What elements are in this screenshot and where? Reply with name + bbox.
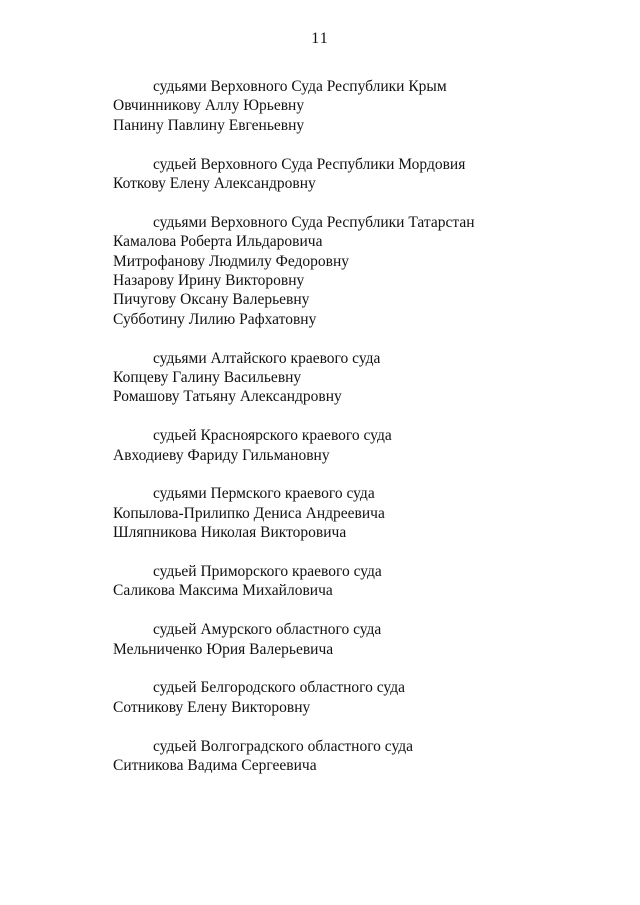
section-primorsky [113,562,613,601]
judge-name: Шляпникова Николая Викторовича [113,524,347,542]
judge-name: Камалова Роберта Ильдаровича [113,233,323,251]
section-heading: судьями Верховного Суда Республики Крым [153,78,447,95]
judge-name: Ромашову Татьяну Александровну [113,388,342,406]
judge-name: Саликова Максима Михайловича [113,582,333,600]
judge-name: Овчинникову Аллу Юрьевну [113,97,305,115]
section-amur [113,620,613,659]
judge-name: Назарову Ирину Викторовну [113,272,305,290]
section-heading: судьей Волгоградского областного суда [153,737,414,755]
section-krasnoyarsk [113,426,613,465]
section-heading: судьей Красноярского краевого суда [153,427,392,445]
judge-name: Митрофанову Людмилу Федоровну [113,252,349,270]
section-tatarstan [113,213,613,329]
section-perm [113,484,613,542]
section-belgorod [113,678,613,717]
judge-name: Пичугову Оксану Валерьевну [113,291,310,309]
judge-name: Панину Павлину Евгеньевну [113,116,305,134]
judge-name: Копцеву Галину Васильевну [113,369,302,387]
section-heading: судьями Алтайского краевого суда [153,349,381,367]
section-heading: судьей Белгородского областного суда [153,679,405,697]
section-mordovia [113,155,613,194]
section-crimea [113,77,613,135]
appointments-list [113,77,613,795]
section-heading: судьями Пермского краевого суда [153,485,375,503]
page-number: 11 [311,30,329,47]
section-heading: судьями Верховного Суда Республики Татарстан [153,213,475,231]
judge-name: Коткову Елену Александровну [113,175,316,193]
judge-name: Субботину Лилию Рафхатовну [113,310,317,328]
section-volgograd [113,737,613,776]
section-altai [113,349,613,407]
judge-name: Сотникову Елену Викторовну [113,698,311,716]
judge-name: Копылова-Прилипко Дениса Андреевича [113,504,385,522]
judge-name: Мельниченко Юрия Валерьевича [113,640,334,658]
section-heading: судьей Верховного Суда Республики Мордовия [153,155,466,173]
judge-name: Авходиеву Фариду Гильмановну [113,446,330,464]
judge-name: Ситникова Вадима Сергеевича [113,757,317,775]
section-heading: судьей Амурского областного суда [153,621,382,639]
section-heading: судьей Приморского краевого суда [153,563,382,581]
